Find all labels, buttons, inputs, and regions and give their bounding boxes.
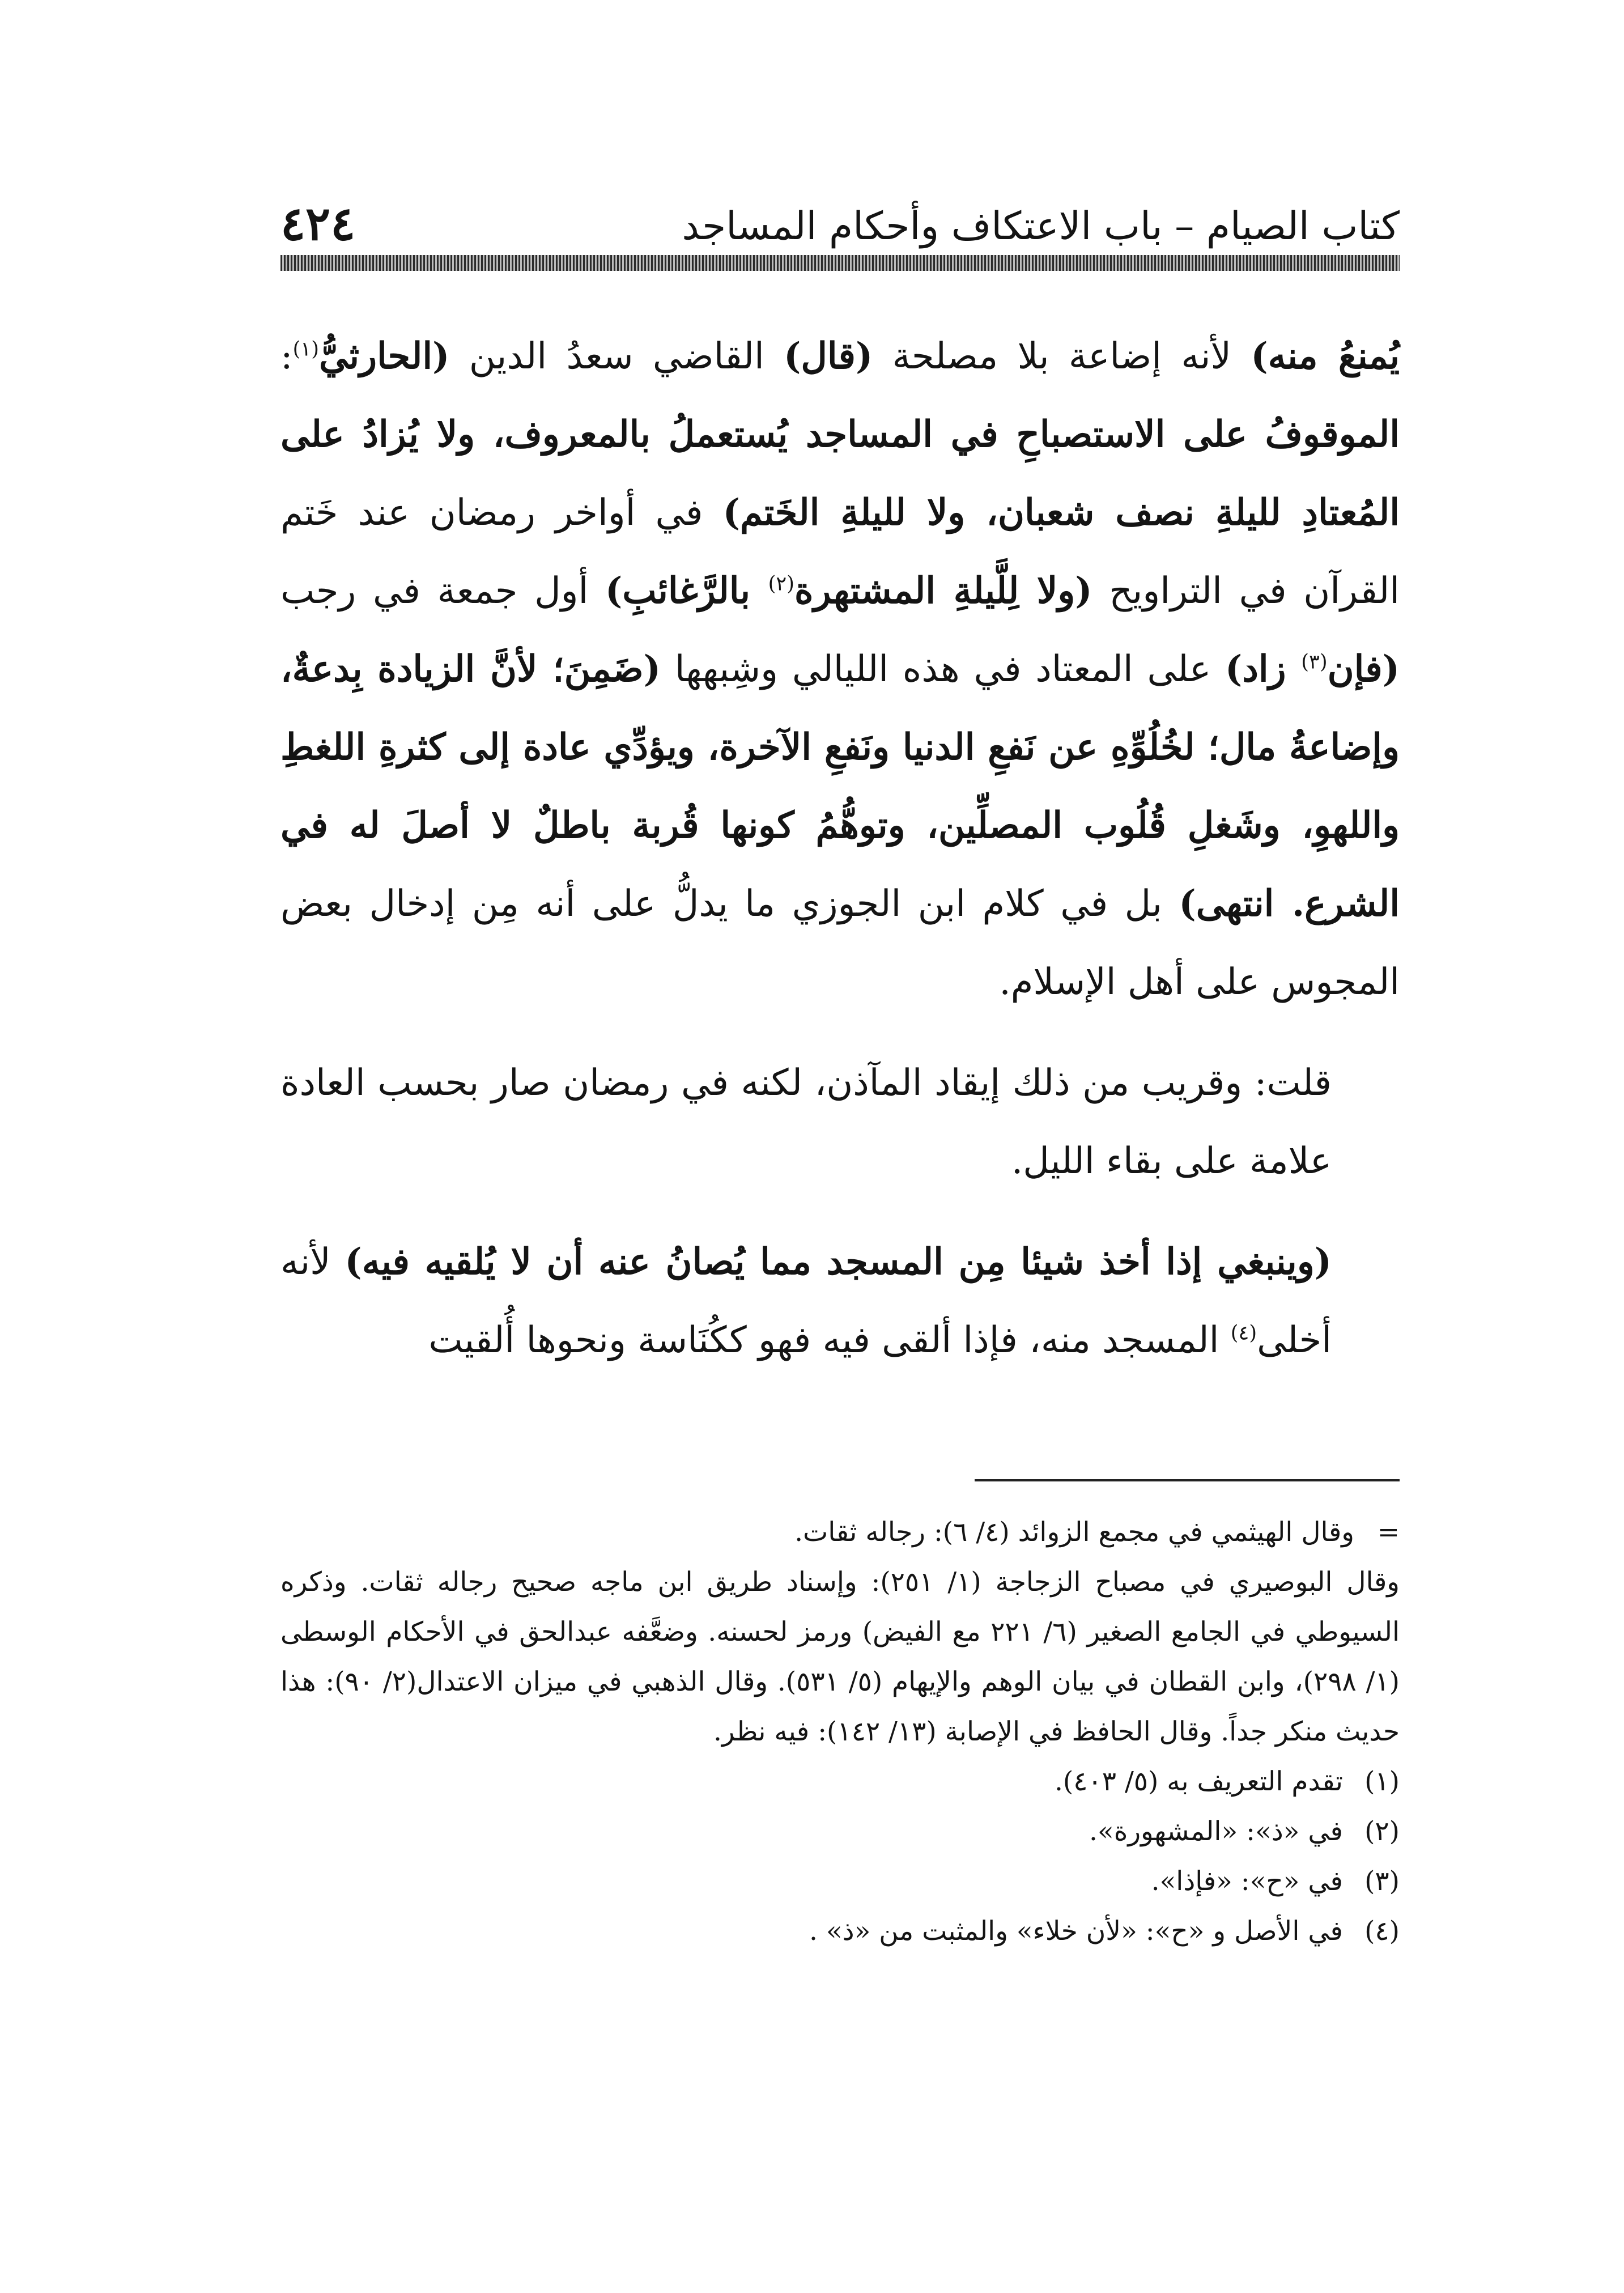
paragraph xyxy=(280,317,1400,1021)
header-divider xyxy=(280,255,1400,271)
paragraph: قلت: وقريب من ذلك إيقاد المآذن، لكنه في رمضان صار بحسب العادة علامة على بقاء الليل. xyxy=(280,1062,1332,1182)
footnote-item xyxy=(280,1906,1400,1956)
footnote-text: تقدم التعريف به (٥/ ٤٠٣). xyxy=(1054,1766,1343,1797)
text-run: لأنه أخلى xyxy=(280,1241,1332,1361)
footnote-item xyxy=(280,1807,1400,1857)
text-run: (ولا لِلَّيلةِ المشتهرة xyxy=(794,570,1092,612)
text-run: أول جمعة في رجب xyxy=(280,570,605,612)
text-run: المسجد منه، فإذا ألقى فيه فهو ككُنَاسة ونحوها أُلقيت xyxy=(428,1319,1231,1361)
footnote-item xyxy=(280,1757,1400,1807)
footnote-text: في «ح»: «فإذا». xyxy=(1151,1866,1343,1897)
footnote-number: (١) xyxy=(1364,1766,1400,1797)
text-run: (قال) xyxy=(784,335,873,377)
text-run: (ضَمِنَ؛ لأنَّ الزيادة بِدعةٌ، وإضاعةُ مال؛ لخُلُوِّهِ عن نَفعِ الدنيا ونَفعِ الآخرة، ويؤدِّي عادة إلى كثرةِ اللغطِ واللهوِ، وشَغلِ قُلُوب المصلِّين، وتوهُّمُ كونها قُربة باطلٌ لا أصلَ له في الشرع. انتهى) xyxy=(280,648,1400,925)
footnote-text: في الأصل و «ح»: «لأن خلاء» والمثبت من «ذ» . xyxy=(809,1916,1343,1947)
footnote-line: =وقال الهيثمي في مجمع الزوائد (٤/ ٦): رجاله ثقات. xyxy=(280,1508,1400,1557)
page-number: ٤٢٤ xyxy=(280,197,356,251)
footnote-ref: (٢) xyxy=(768,572,795,596)
footnote-item xyxy=(280,1857,1400,1906)
text-run: بالرَّغائبِ) xyxy=(605,570,768,612)
footnote-line: وقال البوصيري في مصباح الزجاجة (١/ ٢٥١): وإسناد طريق ابن ماجه صحيح رجاله ثقات. وذكره السيوطي في الجامع الصغير (٦/ ٢٢١ مع الفيض) ورمز لحسنه. وضعَّفه عبدالحق في الأحكام الوسطى (١/ ٢٩٨)، وابن القطان في بيان الوهم والإيهام (٥/ ٥٣١). وقال الذهبي في ميزان الاعتدال(٢/ ٩٠): هذا حديث منكر جداً. وقال الحافظ في الإصابة (١٣/ ١٤٢): فيه نظر. xyxy=(280,1566,1400,1747)
text-run: : xyxy=(280,336,293,377)
footnote-number: (٢) xyxy=(1364,1816,1400,1847)
text-run: الموقوفُ على الاستصباحِ في المساجد يُستعملُ بالمعروف، ولا يُزادُ على المُعتادِ لليلةِ نصف شعبان، ولا لليلةِ الخَتم) xyxy=(280,413,1400,534)
footnote-number: (٣) xyxy=(1364,1866,1400,1897)
main-text xyxy=(280,317,1400,1379)
text-run: (وينبغي إذا أخذ شيئا مِن المسجد مما يُصانُ عنه أن لا يُلقيه فيه) xyxy=(345,1241,1332,1283)
text-run: يُمنعُ منه) xyxy=(1251,335,1400,377)
text-run: القاضي سعدُ الدين xyxy=(449,336,784,377)
text-run: لأنه إضاعة بلا مصلحة xyxy=(873,336,1251,377)
text-run: على المعتاد في هذه الليالي وشِبهها xyxy=(660,648,1226,690)
footnote-number: (٤) xyxy=(1364,1916,1400,1947)
footnote-text: في «ذ»: «المشهورة». xyxy=(1089,1816,1343,1847)
footnotes xyxy=(280,1508,1400,1956)
continuation-mark: = xyxy=(1377,1517,1400,1548)
running-title: كتاب الصيام – باب الاعتكاف وأحكام المساجد xyxy=(682,204,1400,249)
text-run: بل في كلام ابن الجوزي ما يدلُّ على أنه مِن إدخال بعض المجوس على أهل الإسلام. xyxy=(280,883,1400,1003)
footnote-continuation xyxy=(280,1508,1400,1757)
paragraph xyxy=(280,1223,1400,1379)
text-run: زاد) xyxy=(1225,648,1302,690)
text-run: (فإن xyxy=(1327,648,1400,690)
page-header xyxy=(280,196,1400,258)
footnote-separator xyxy=(975,1479,1400,1481)
footnote-ref: (١) xyxy=(292,337,319,361)
footnote-ref: (٣) xyxy=(1301,650,1328,674)
text-run: في أواخر رمضان عند خَتم القرآن في التراويح xyxy=(280,492,1400,612)
text-run: (الحارثيُّ xyxy=(318,335,450,377)
footnote-ref: (٤) xyxy=(1230,1321,1257,1345)
